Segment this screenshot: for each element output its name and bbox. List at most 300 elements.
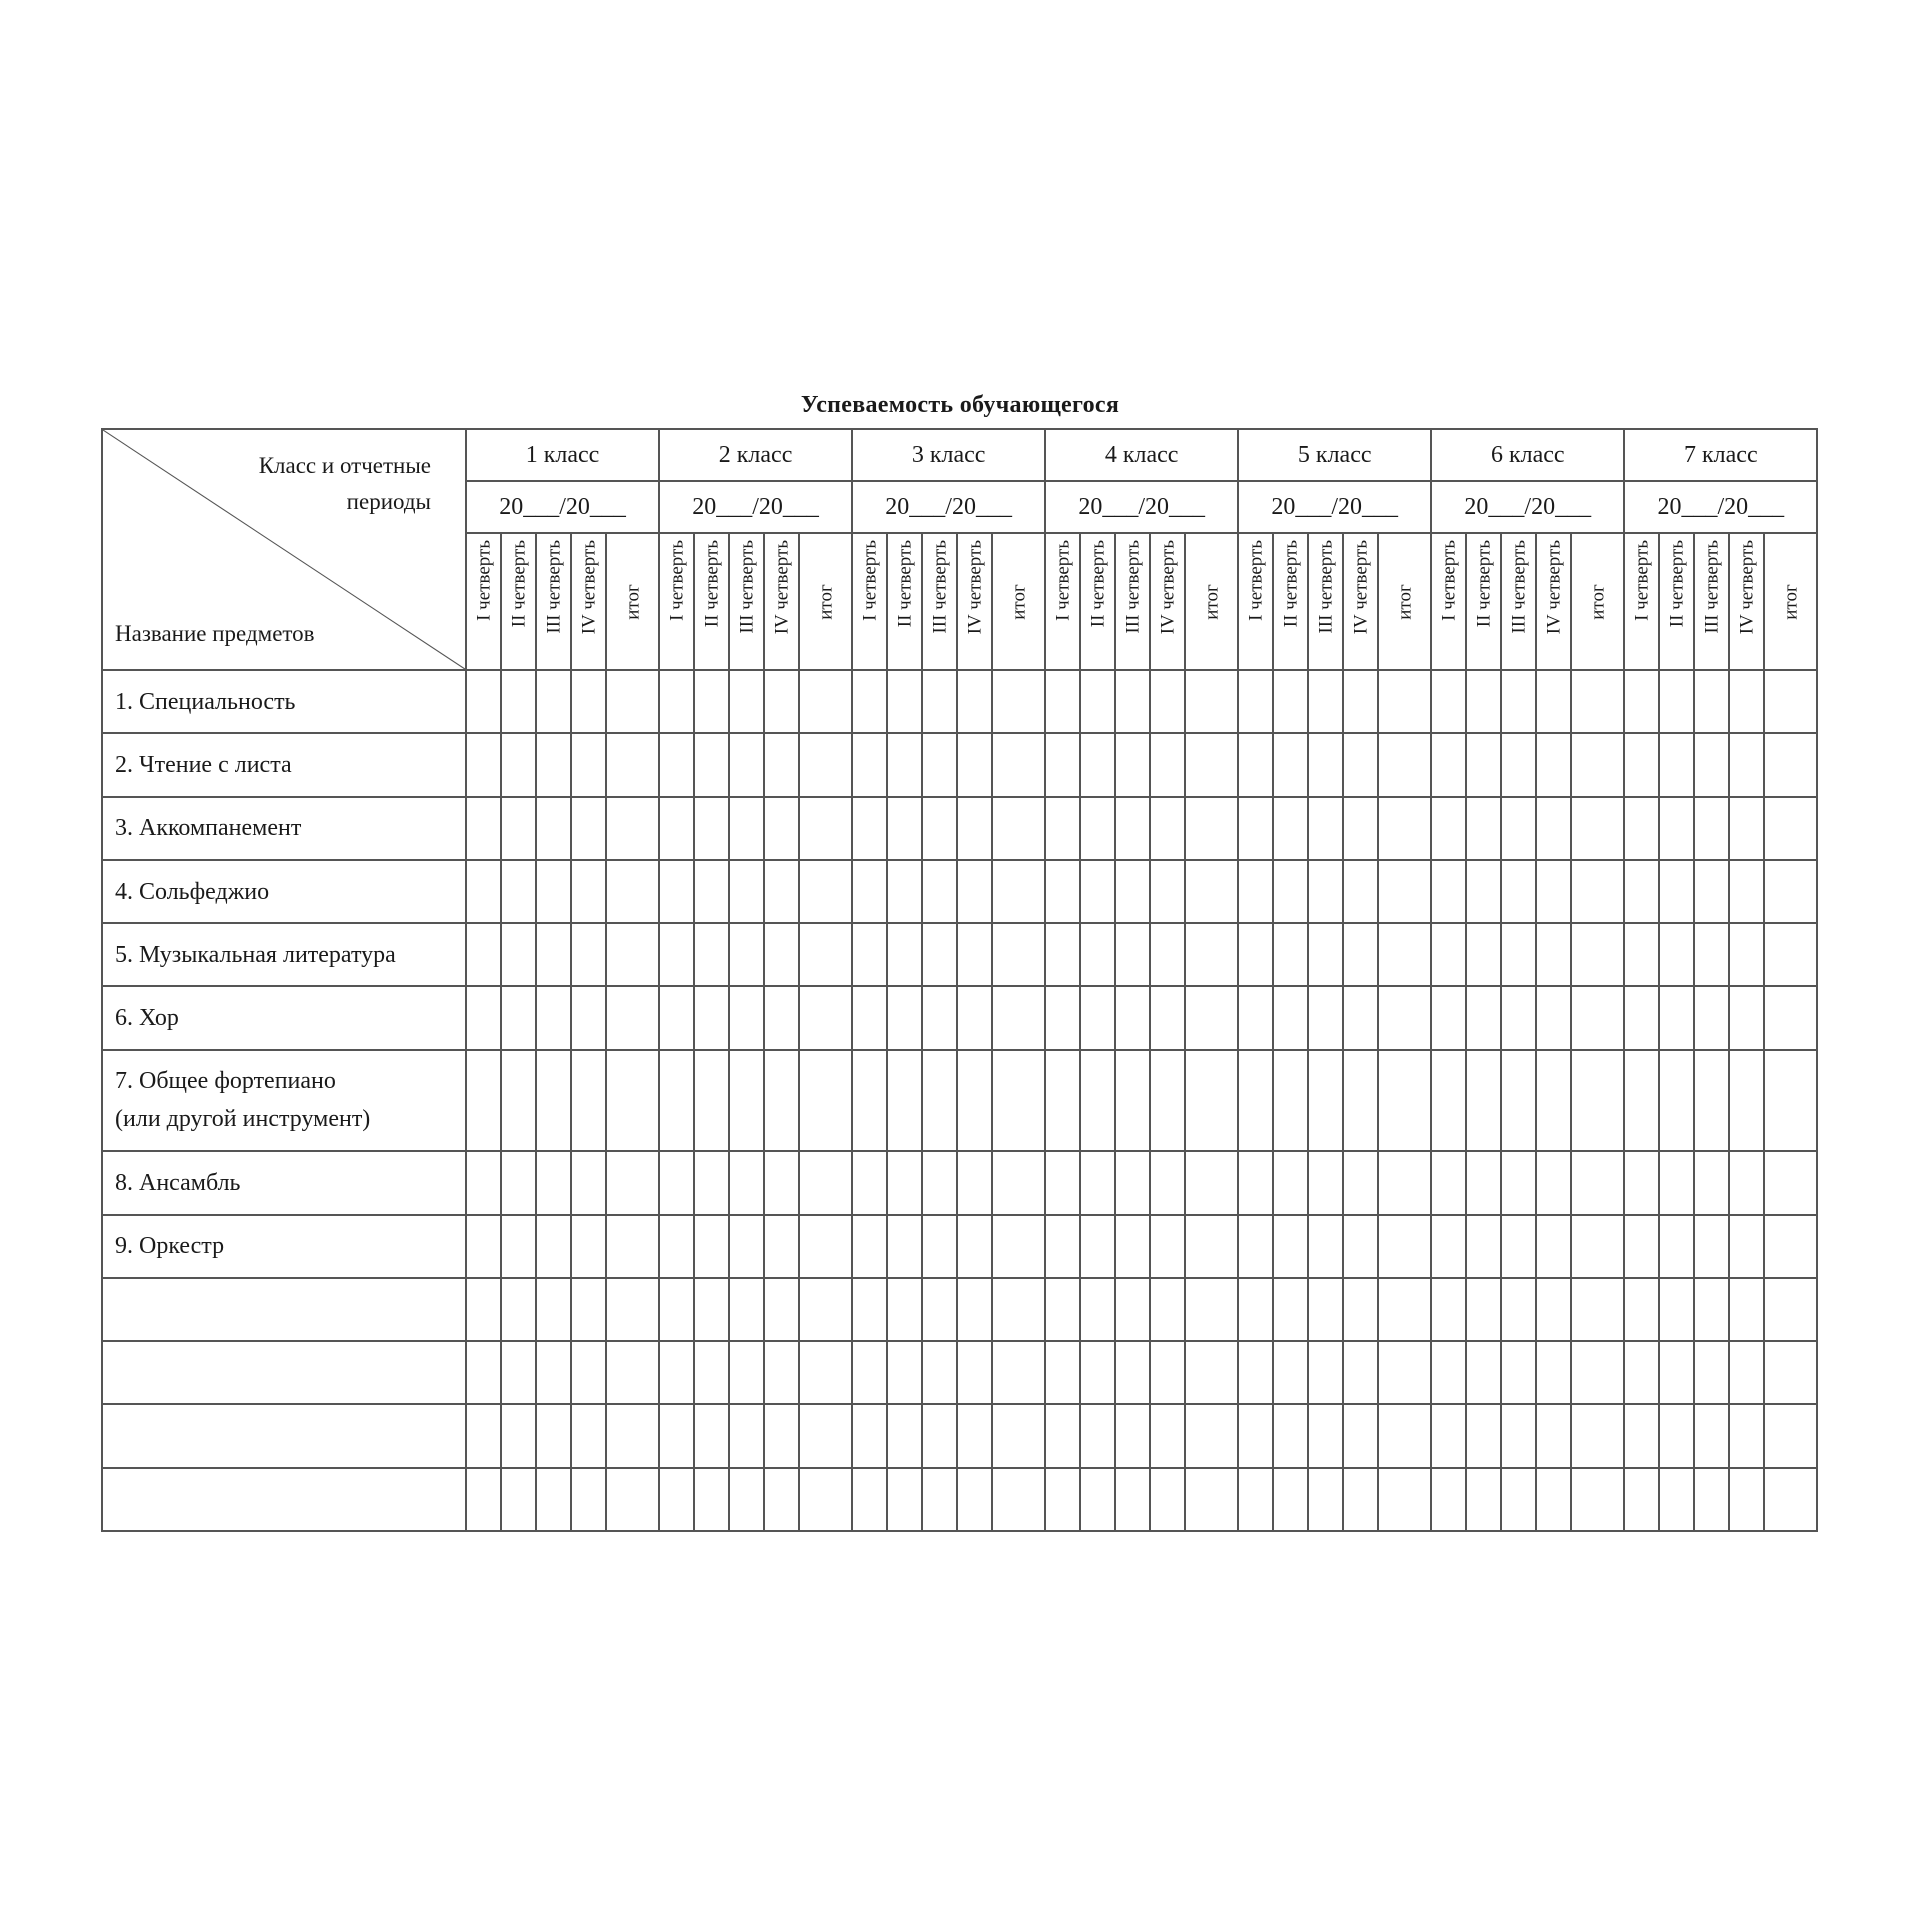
grade-entry-cell[interactable] bbox=[466, 923, 501, 986]
grade-entry-cell[interactable] bbox=[536, 986, 571, 1049]
grade-entry-cell[interactable] bbox=[1694, 1278, 1729, 1341]
grade-entry-cell[interactable] bbox=[764, 1341, 799, 1404]
grade-entry-cell[interactable] bbox=[887, 1404, 922, 1467]
grade-entry-cell[interactable] bbox=[659, 1050, 694, 1151]
grade-entry-cell[interactable] bbox=[1080, 797, 1115, 860]
grade-entry-cell[interactable] bbox=[1273, 733, 1308, 796]
grade-entry-cell[interactable] bbox=[571, 923, 606, 986]
grade-entry-cell[interactable] bbox=[1624, 1151, 1659, 1214]
grade-entry-cell[interactable] bbox=[1466, 986, 1501, 1049]
grade-entry-cell[interactable] bbox=[922, 1468, 957, 1531]
grade-entry-cell[interactable] bbox=[1536, 923, 1571, 986]
grade-entry-cell[interactable] bbox=[764, 986, 799, 1049]
grade-entry-cell[interactable] bbox=[957, 797, 992, 860]
grade-entry-cell[interactable] bbox=[1378, 1151, 1431, 1214]
grade-entry-cell[interactable] bbox=[1466, 1278, 1501, 1341]
grade-entry-cell[interactable] bbox=[1536, 1050, 1571, 1151]
grade-entry-cell[interactable] bbox=[852, 1468, 887, 1531]
grade-entry-cell[interactable] bbox=[1378, 1278, 1431, 1341]
grade-entry-cell[interactable] bbox=[852, 860, 887, 923]
grade-entry-cell[interactable] bbox=[1150, 1215, 1185, 1278]
grade-entry-cell[interactable] bbox=[659, 860, 694, 923]
grade-entry-cell[interactable] bbox=[1694, 1151, 1729, 1214]
grade-entry-cell[interactable] bbox=[1501, 797, 1536, 860]
grade-entry-cell[interactable] bbox=[466, 1278, 501, 1341]
grade-entry-cell[interactable] bbox=[1624, 797, 1659, 860]
grade-entry-cell[interactable] bbox=[571, 797, 606, 860]
grade-entry-cell[interactable] bbox=[1308, 1215, 1343, 1278]
grade-entry-cell[interactable] bbox=[606, 1278, 659, 1341]
grade-entry-cell[interactable] bbox=[1273, 670, 1308, 733]
grade-entry-cell[interactable] bbox=[1273, 1404, 1308, 1467]
grade-entry-cell[interactable] bbox=[536, 1341, 571, 1404]
grade-entry-cell[interactable] bbox=[922, 797, 957, 860]
grade-entry-cell[interactable] bbox=[1466, 797, 1501, 860]
grade-entry-cell[interactable] bbox=[1080, 1404, 1115, 1467]
grade-entry-cell[interactable] bbox=[1764, 923, 1817, 986]
grade-entry-cell[interactable] bbox=[1238, 1341, 1273, 1404]
grade-entry-cell[interactable] bbox=[1659, 1341, 1694, 1404]
grade-entry-cell[interactable] bbox=[536, 670, 571, 733]
grade-entry-cell[interactable] bbox=[992, 923, 1045, 986]
grade-entry-cell[interactable] bbox=[1571, 986, 1624, 1049]
grade-entry-cell[interactable] bbox=[606, 1151, 659, 1214]
grade-entry-cell[interactable] bbox=[466, 986, 501, 1049]
grade-entry-cell[interactable] bbox=[1115, 1341, 1150, 1404]
grade-entry-cell[interactable] bbox=[957, 1050, 992, 1151]
grade-entry-cell[interactable] bbox=[1764, 797, 1817, 860]
grade-entry-cell[interactable] bbox=[852, 733, 887, 796]
grade-entry-cell[interactable] bbox=[1150, 670, 1185, 733]
grade-entry-cell[interactable] bbox=[852, 1215, 887, 1278]
grade-entry-cell[interactable] bbox=[1378, 1468, 1431, 1531]
grade-entry-cell[interactable] bbox=[1115, 1050, 1150, 1151]
grade-entry-cell[interactable] bbox=[1343, 1278, 1378, 1341]
grade-entry-cell[interactable] bbox=[922, 733, 957, 796]
grade-entry-cell[interactable] bbox=[1045, 986, 1080, 1049]
grade-entry-cell[interactable] bbox=[957, 1404, 992, 1467]
grade-entry-cell[interactable] bbox=[1624, 986, 1659, 1049]
grade-entry-cell[interactable] bbox=[1308, 797, 1343, 860]
grade-entry-cell[interactable] bbox=[957, 986, 992, 1049]
grade-entry-cell[interactable] bbox=[1150, 923, 1185, 986]
grade-entry-cell[interactable] bbox=[1764, 1278, 1817, 1341]
grade-entry-cell[interactable] bbox=[1343, 1404, 1378, 1467]
grade-entry-cell[interactable] bbox=[1536, 1278, 1571, 1341]
grade-entry-cell[interactable] bbox=[1308, 1278, 1343, 1341]
grade-entry-cell[interactable] bbox=[1150, 860, 1185, 923]
grade-entry-cell[interactable] bbox=[1571, 1278, 1624, 1341]
grade-entry-cell[interactable] bbox=[1238, 860, 1273, 923]
grade-entry-cell[interactable] bbox=[764, 1151, 799, 1214]
grade-entry-cell[interactable] bbox=[1115, 797, 1150, 860]
grade-entry-cell[interactable] bbox=[1273, 1468, 1308, 1531]
grade-entry-cell[interactable] bbox=[694, 986, 729, 1049]
grade-entry-cell[interactable] bbox=[1045, 923, 1080, 986]
grade-entry-cell[interactable] bbox=[1343, 670, 1378, 733]
grade-entry-cell[interactable] bbox=[1080, 923, 1115, 986]
grade-entry-cell[interactable] bbox=[1659, 1050, 1694, 1151]
grade-entry-cell[interactable] bbox=[571, 733, 606, 796]
grade-entry-cell[interactable] bbox=[694, 733, 729, 796]
grade-entry-cell[interactable] bbox=[571, 1050, 606, 1151]
grade-entry-cell[interactable] bbox=[729, 1215, 764, 1278]
grade-entry-cell[interactable] bbox=[992, 860, 1045, 923]
grade-entry-cell[interactable] bbox=[1536, 1341, 1571, 1404]
grade-entry-cell[interactable] bbox=[1238, 1050, 1273, 1151]
grade-entry-cell[interactable] bbox=[1343, 1215, 1378, 1278]
grade-entry-cell[interactable] bbox=[1694, 1404, 1729, 1467]
grade-entry-cell[interactable] bbox=[1571, 860, 1624, 923]
grade-entry-cell[interactable] bbox=[799, 923, 852, 986]
grade-entry-cell[interactable] bbox=[922, 670, 957, 733]
grade-entry-cell[interactable] bbox=[1115, 986, 1150, 1049]
grade-entry-cell[interactable] bbox=[536, 1151, 571, 1214]
grade-entry-cell[interactable] bbox=[799, 733, 852, 796]
grade-entry-cell[interactable] bbox=[1238, 733, 1273, 796]
grade-entry-cell[interactable] bbox=[1185, 923, 1238, 986]
grade-entry-cell[interactable] bbox=[1238, 797, 1273, 860]
grade-entry-cell[interactable] bbox=[1185, 797, 1238, 860]
grade-entry-cell[interactable] bbox=[1080, 1468, 1115, 1531]
grade-entry-cell[interactable] bbox=[1308, 670, 1343, 733]
grade-entry-cell[interactable] bbox=[466, 1050, 501, 1151]
grade-entry-cell[interactable] bbox=[1150, 1341, 1185, 1404]
grade-entry-cell[interactable] bbox=[501, 1278, 536, 1341]
grade-entry-cell[interactable] bbox=[571, 1151, 606, 1214]
grade-entry-cell[interactable] bbox=[957, 1278, 992, 1341]
grade-entry-cell[interactable] bbox=[1080, 1278, 1115, 1341]
grade-entry-cell[interactable] bbox=[1764, 1151, 1817, 1214]
grade-entry-cell[interactable] bbox=[922, 1341, 957, 1404]
grade-entry-cell[interactable] bbox=[1273, 1278, 1308, 1341]
grade-entry-cell[interactable] bbox=[466, 670, 501, 733]
grade-entry-cell[interactable] bbox=[1571, 1404, 1624, 1467]
grade-entry-cell[interactable] bbox=[992, 1341, 1045, 1404]
grade-entry-cell[interactable] bbox=[1045, 1151, 1080, 1214]
grade-entry-cell[interactable] bbox=[1045, 860, 1080, 923]
grade-entry-cell[interactable] bbox=[1185, 1341, 1238, 1404]
grade-entry-cell[interactable] bbox=[1694, 986, 1729, 1049]
grade-entry-cell[interactable] bbox=[887, 797, 922, 860]
grade-entry-cell[interactable] bbox=[1343, 1468, 1378, 1531]
grade-entry-cell[interactable] bbox=[1501, 986, 1536, 1049]
grade-entry-cell[interactable] bbox=[922, 1050, 957, 1151]
grade-entry-cell[interactable] bbox=[1659, 986, 1694, 1049]
grade-entry-cell[interactable] bbox=[1378, 670, 1431, 733]
grade-entry-cell[interactable] bbox=[1273, 986, 1308, 1049]
grade-entry-cell[interactable] bbox=[1729, 1050, 1764, 1151]
grade-entry-cell[interactable] bbox=[1185, 860, 1238, 923]
grade-entry-cell[interactable] bbox=[1045, 1050, 1080, 1151]
grade-entry-cell[interactable] bbox=[536, 1468, 571, 1531]
grade-entry-cell[interactable] bbox=[1694, 860, 1729, 923]
grade-entry-cell[interactable] bbox=[1150, 1050, 1185, 1151]
grade-entry-cell[interactable] bbox=[501, 1151, 536, 1214]
grade-entry-cell[interactable] bbox=[1431, 1050, 1466, 1151]
grade-entry-cell[interactable] bbox=[606, 860, 659, 923]
grade-entry-cell[interactable] bbox=[1729, 1278, 1764, 1341]
grade-entry-cell[interactable] bbox=[1466, 1341, 1501, 1404]
grade-entry-cell[interactable] bbox=[1501, 860, 1536, 923]
grade-entry-cell[interactable] bbox=[1378, 797, 1431, 860]
grade-entry-cell[interactable] bbox=[1378, 733, 1431, 796]
grade-entry-cell[interactable] bbox=[1431, 1341, 1466, 1404]
grade-entry-cell[interactable] bbox=[1308, 923, 1343, 986]
grade-entry-cell[interactable] bbox=[1764, 1468, 1817, 1531]
grade-entry-cell[interactable] bbox=[1308, 1468, 1343, 1531]
grade-entry-cell[interactable] bbox=[1150, 1468, 1185, 1531]
grade-entry-cell[interactable] bbox=[1624, 670, 1659, 733]
grade-entry-cell[interactable] bbox=[957, 923, 992, 986]
grade-entry-cell[interactable] bbox=[1273, 797, 1308, 860]
grade-entry-cell[interactable] bbox=[764, 797, 799, 860]
grade-entry-cell[interactable] bbox=[1238, 1151, 1273, 1214]
grade-entry-cell[interactable] bbox=[571, 986, 606, 1049]
grade-entry-cell[interactable] bbox=[1115, 923, 1150, 986]
grade-entry-cell[interactable] bbox=[466, 797, 501, 860]
grade-entry-cell[interactable] bbox=[1431, 986, 1466, 1049]
grade-entry-cell[interactable] bbox=[1501, 1050, 1536, 1151]
grade-entry-cell[interactable] bbox=[1343, 1151, 1378, 1214]
grade-entry-cell[interactable] bbox=[1343, 1050, 1378, 1151]
grade-entry-cell[interactable] bbox=[501, 1404, 536, 1467]
grade-entry-cell[interactable] bbox=[571, 1404, 606, 1467]
grade-entry-cell[interactable] bbox=[887, 733, 922, 796]
grade-entry-cell[interactable] bbox=[729, 1341, 764, 1404]
grade-entry-cell[interactable] bbox=[1466, 1151, 1501, 1214]
grade-entry-cell[interactable] bbox=[799, 797, 852, 860]
grade-entry-cell[interactable] bbox=[606, 923, 659, 986]
grade-entry-cell[interactable] bbox=[1536, 1151, 1571, 1214]
grade-entry-cell[interactable] bbox=[1729, 923, 1764, 986]
grade-entry-cell[interactable] bbox=[1115, 1151, 1150, 1214]
grade-entry-cell[interactable] bbox=[571, 860, 606, 923]
grade-entry-cell[interactable] bbox=[922, 1151, 957, 1214]
grade-entry-cell[interactable] bbox=[1150, 733, 1185, 796]
grade-entry-cell[interactable] bbox=[922, 923, 957, 986]
grade-entry-cell[interactable] bbox=[694, 1050, 729, 1151]
grade-entry-cell[interactable] bbox=[1694, 797, 1729, 860]
grade-entry-cell[interactable] bbox=[922, 1404, 957, 1467]
grade-entry-cell[interactable] bbox=[1185, 670, 1238, 733]
grade-entry-cell[interactable] bbox=[1150, 797, 1185, 860]
grade-entry-cell[interactable] bbox=[1571, 670, 1624, 733]
grade-entry-cell[interactable] bbox=[1273, 1151, 1308, 1214]
grade-entry-cell[interactable] bbox=[501, 1050, 536, 1151]
grade-entry-cell[interactable] bbox=[1571, 1151, 1624, 1214]
grade-entry-cell[interactable] bbox=[1571, 1341, 1624, 1404]
grade-entry-cell[interactable] bbox=[992, 986, 1045, 1049]
grade-entry-cell[interactable] bbox=[1571, 797, 1624, 860]
grade-entry-cell[interactable] bbox=[729, 670, 764, 733]
grade-entry-cell[interactable] bbox=[1115, 860, 1150, 923]
grade-entry-cell[interactable] bbox=[852, 986, 887, 1049]
grade-entry-cell[interactable] bbox=[1659, 797, 1694, 860]
grade-entry-cell[interactable] bbox=[1571, 733, 1624, 796]
grade-entry-cell[interactable] bbox=[694, 1215, 729, 1278]
grade-entry-cell[interactable] bbox=[1431, 1278, 1466, 1341]
grade-entry-cell[interactable] bbox=[1378, 1341, 1431, 1404]
grade-entry-cell[interactable] bbox=[1431, 797, 1466, 860]
grade-entry-cell[interactable] bbox=[694, 923, 729, 986]
grade-entry-cell[interactable] bbox=[1729, 986, 1764, 1049]
grade-entry-cell[interactable] bbox=[501, 986, 536, 1049]
grade-entry-cell[interactable] bbox=[606, 986, 659, 1049]
grade-entry-cell[interactable] bbox=[1694, 1341, 1729, 1404]
grade-entry-cell[interactable] bbox=[1115, 670, 1150, 733]
grade-entry-cell[interactable] bbox=[799, 1050, 852, 1151]
grade-entry-cell[interactable] bbox=[1729, 733, 1764, 796]
grade-entry-cell[interactable] bbox=[1308, 1050, 1343, 1151]
grade-entry-cell[interactable] bbox=[1080, 733, 1115, 796]
grade-entry-cell[interactable] bbox=[1308, 1341, 1343, 1404]
grade-entry-cell[interactable] bbox=[1729, 860, 1764, 923]
grade-entry-cell[interactable] bbox=[1729, 1341, 1764, 1404]
grade-entry-cell[interactable] bbox=[1238, 923, 1273, 986]
grade-entry-cell[interactable] bbox=[852, 1050, 887, 1151]
grade-entry-cell[interactable] bbox=[1115, 1215, 1150, 1278]
grade-entry-cell[interactable] bbox=[764, 670, 799, 733]
grade-entry-cell[interactable] bbox=[799, 1404, 852, 1467]
grade-entry-cell[interactable] bbox=[1115, 1278, 1150, 1341]
grade-entry-cell[interactable] bbox=[1185, 1278, 1238, 1341]
grade-entry-cell[interactable] bbox=[1536, 733, 1571, 796]
grade-entry-cell[interactable] bbox=[957, 670, 992, 733]
grade-entry-cell[interactable] bbox=[957, 1341, 992, 1404]
grade-entry-cell[interactable] bbox=[729, 797, 764, 860]
grade-entry-cell[interactable] bbox=[1308, 733, 1343, 796]
grade-entry-cell[interactable] bbox=[1378, 1404, 1431, 1467]
grade-entry-cell[interactable] bbox=[1080, 986, 1115, 1049]
grade-entry-cell[interactable] bbox=[1694, 670, 1729, 733]
grade-entry-cell[interactable] bbox=[1694, 923, 1729, 986]
grade-entry-cell[interactable] bbox=[501, 670, 536, 733]
grade-entry-cell[interactable] bbox=[729, 1404, 764, 1467]
grade-entry-cell[interactable] bbox=[729, 1050, 764, 1151]
grade-entry-cell[interactable] bbox=[1343, 923, 1378, 986]
grade-entry-cell[interactable] bbox=[1045, 1341, 1080, 1404]
grade-entry-cell[interactable] bbox=[1343, 860, 1378, 923]
grade-entry-cell[interactable] bbox=[1659, 1215, 1694, 1278]
grade-entry-cell[interactable] bbox=[571, 1468, 606, 1531]
grade-entry-cell[interactable] bbox=[1080, 1151, 1115, 1214]
grade-entry-cell[interactable] bbox=[1764, 1050, 1817, 1151]
grade-entry-cell[interactable] bbox=[992, 1151, 1045, 1214]
grade-entry-cell[interactable] bbox=[466, 860, 501, 923]
grade-entry-cell[interactable] bbox=[1694, 1468, 1729, 1531]
grade-entry-cell[interactable] bbox=[1238, 1468, 1273, 1531]
grade-entry-cell[interactable] bbox=[852, 1404, 887, 1467]
grade-entry-cell[interactable] bbox=[1431, 1151, 1466, 1214]
grade-entry-cell[interactable] bbox=[1624, 1050, 1659, 1151]
grade-entry-cell[interactable] bbox=[1150, 1404, 1185, 1467]
grade-entry-cell[interactable] bbox=[1571, 1468, 1624, 1531]
grade-entry-cell[interactable] bbox=[1466, 1404, 1501, 1467]
grade-entry-cell[interactable] bbox=[606, 1215, 659, 1278]
grade-entry-cell[interactable] bbox=[764, 860, 799, 923]
grade-entry-cell[interactable] bbox=[852, 1341, 887, 1404]
grade-entry-cell[interactable] bbox=[1185, 986, 1238, 1049]
grade-entry-cell[interactable] bbox=[799, 1341, 852, 1404]
grade-entry-cell[interactable] bbox=[992, 1050, 1045, 1151]
grade-entry-cell[interactable] bbox=[1431, 923, 1466, 986]
grade-entry-cell[interactable] bbox=[694, 1468, 729, 1531]
grade-entry-cell[interactable] bbox=[1501, 1215, 1536, 1278]
grade-entry-cell[interactable] bbox=[1501, 1468, 1536, 1531]
grade-entry-cell[interactable] bbox=[887, 1341, 922, 1404]
grade-entry-cell[interactable] bbox=[1185, 1050, 1238, 1151]
grade-entry-cell[interactable] bbox=[1466, 860, 1501, 923]
grade-entry-cell[interactable] bbox=[694, 1404, 729, 1467]
grade-entry-cell[interactable] bbox=[1045, 1215, 1080, 1278]
grade-entry-cell[interactable] bbox=[922, 1278, 957, 1341]
grade-entry-cell[interactable] bbox=[852, 797, 887, 860]
grade-entry-cell[interactable] bbox=[852, 1151, 887, 1214]
grade-entry-cell[interactable] bbox=[799, 986, 852, 1049]
grade-entry-cell[interactable] bbox=[852, 1278, 887, 1341]
grade-entry-cell[interactable] bbox=[1466, 1050, 1501, 1151]
grade-entry-cell[interactable] bbox=[1624, 1278, 1659, 1341]
grade-entry-cell[interactable] bbox=[1694, 1215, 1729, 1278]
grade-entry-cell[interactable] bbox=[887, 670, 922, 733]
grade-entry-cell[interactable] bbox=[1536, 1468, 1571, 1531]
grade-entry-cell[interactable] bbox=[729, 923, 764, 986]
grade-entry-cell[interactable] bbox=[1466, 670, 1501, 733]
grade-entry-cell[interactable] bbox=[852, 923, 887, 986]
grade-entry-cell[interactable] bbox=[694, 797, 729, 860]
grade-entry-cell[interactable] bbox=[1378, 923, 1431, 986]
grade-entry-cell[interactable] bbox=[1080, 1215, 1115, 1278]
grade-entry-cell[interactable] bbox=[1501, 1341, 1536, 1404]
grade-entry-cell[interactable] bbox=[764, 1050, 799, 1151]
grade-entry-cell[interactable] bbox=[536, 733, 571, 796]
grade-entry-cell[interactable] bbox=[1185, 1404, 1238, 1467]
grade-entry-cell[interactable] bbox=[1466, 733, 1501, 796]
grade-entry-cell[interactable] bbox=[1045, 1278, 1080, 1341]
grade-entry-cell[interactable] bbox=[764, 1404, 799, 1467]
grade-entry-cell[interactable] bbox=[1045, 1404, 1080, 1467]
grade-entry-cell[interactable] bbox=[1536, 797, 1571, 860]
grade-entry-cell[interactable] bbox=[922, 986, 957, 1049]
grade-entry-cell[interactable] bbox=[571, 1278, 606, 1341]
grade-entry-cell[interactable] bbox=[1273, 1215, 1308, 1278]
grade-entry-cell[interactable] bbox=[1308, 986, 1343, 1049]
grade-entry-cell[interactable] bbox=[536, 923, 571, 986]
grade-entry-cell[interactable] bbox=[536, 1404, 571, 1467]
grade-entry-cell[interactable] bbox=[1571, 1050, 1624, 1151]
grade-entry-cell[interactable] bbox=[1729, 1404, 1764, 1467]
grade-entry-cell[interactable] bbox=[922, 860, 957, 923]
grade-entry-cell[interactable] bbox=[606, 1468, 659, 1531]
grade-entry-cell[interactable] bbox=[606, 733, 659, 796]
grade-entry-cell[interactable] bbox=[1729, 1215, 1764, 1278]
grade-entry-cell[interactable] bbox=[1501, 1404, 1536, 1467]
grade-entry-cell[interactable] bbox=[1431, 1468, 1466, 1531]
grade-entry-cell[interactable] bbox=[1571, 1215, 1624, 1278]
grade-entry-cell[interactable] bbox=[659, 1151, 694, 1214]
grade-entry-cell[interactable] bbox=[694, 860, 729, 923]
grade-entry-cell[interactable] bbox=[659, 670, 694, 733]
grade-entry-cell[interactable] bbox=[659, 1341, 694, 1404]
grade-entry-cell[interactable] bbox=[1536, 986, 1571, 1049]
grade-entry-cell[interactable] bbox=[799, 1468, 852, 1531]
grade-entry-cell[interactable] bbox=[1343, 797, 1378, 860]
grade-entry-cell[interactable] bbox=[992, 1468, 1045, 1531]
grade-entry-cell[interactable] bbox=[1238, 1215, 1273, 1278]
grade-entry-cell[interactable] bbox=[659, 1468, 694, 1531]
grade-entry-cell[interactable] bbox=[694, 1341, 729, 1404]
